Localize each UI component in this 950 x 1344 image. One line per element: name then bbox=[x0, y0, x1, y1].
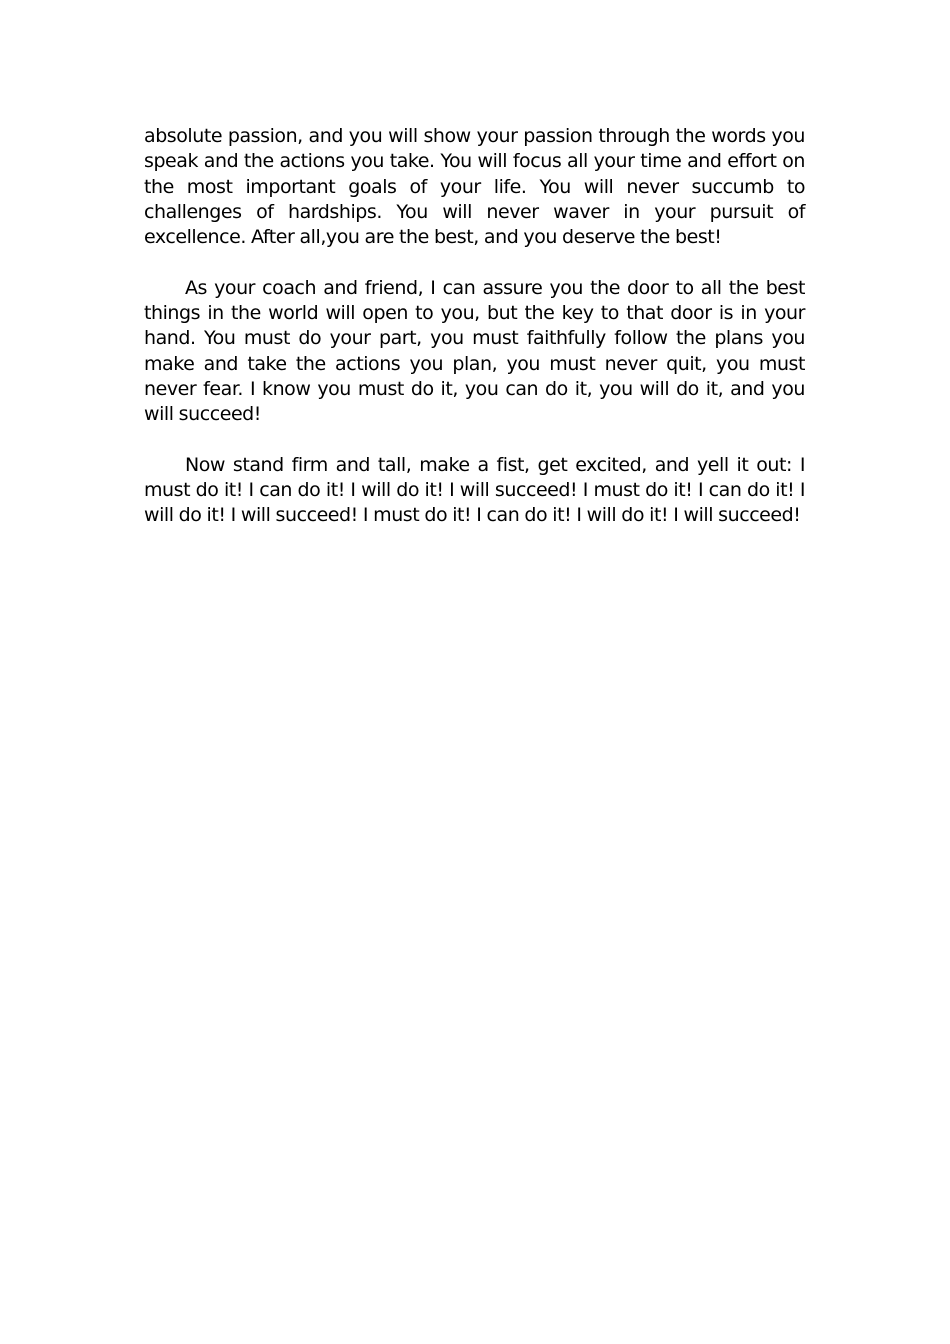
paragraph-3: Now stand firm and tall, make a fist, get excited, and yell it out: I must do it! I can do it! I will do it! I will succeed! I must do it! I can do it! I will do it! I will succeed! I must do it! I can do it! I will do it! I will succeed! bbox=[144, 453, 805, 527]
document-body bbox=[144, 124, 805, 554]
paragraph-2: As your coach and friend, I can assure you the door to all the best things in the world will open to you, but the key to that door is in your hand. You must do your part, you must faithfully follow the plans you make and take the actions you plan, you must never quit, you must never fear. I know you must do it, you can do it, you will do it, and you will succeed! bbox=[144, 276, 805, 426]
paragraph-1: absolute passion, and you will show your passion through the words you speak and the actions you take. You will focus all your time and effort on the most important goals of your life. You will never succumb to challenges of hardships. You will never waver in your pursuit of excellence. After all,you are the best, and you deserve the best! bbox=[144, 125, 805, 249]
